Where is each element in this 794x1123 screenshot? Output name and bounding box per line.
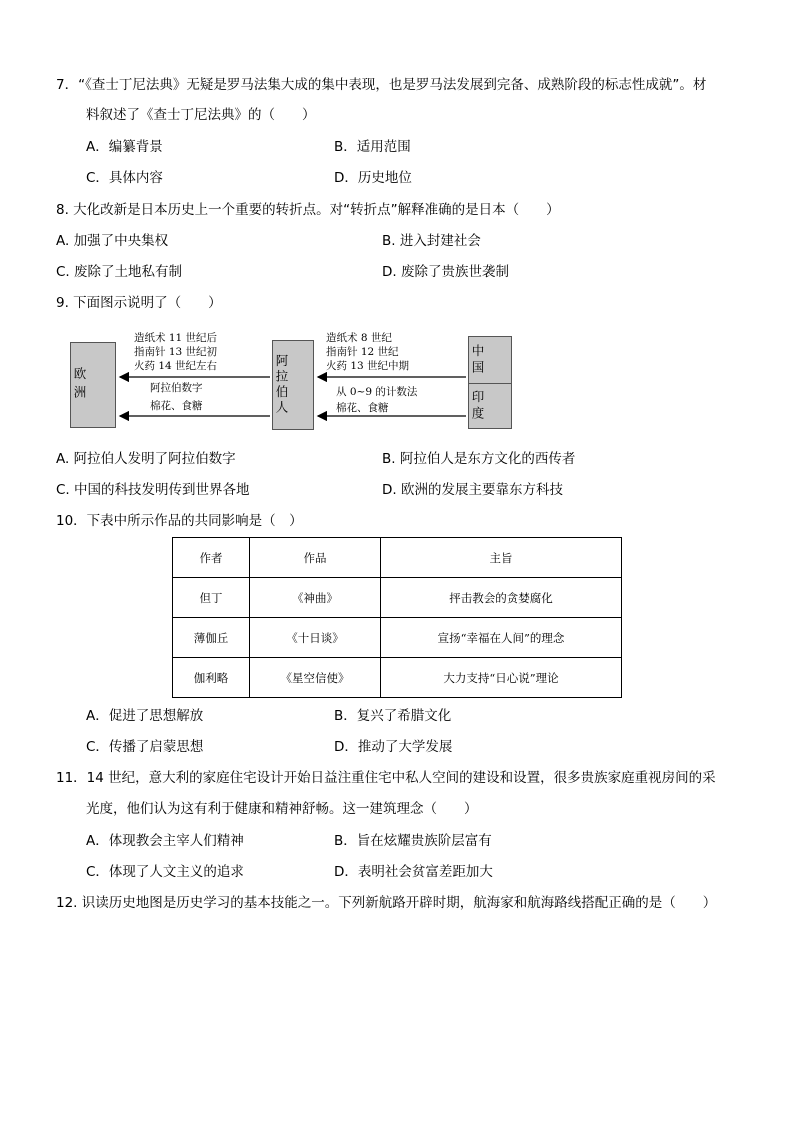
cell-author: 但丁 [173, 578, 250, 618]
right-top-line1: 造纸术 8 世纪 [326, 332, 392, 344]
q10-option-d: D．推动了大学发展 [334, 739, 453, 755]
q8-option-b: B. 进入封建社会 [382, 233, 481, 249]
q11-option-c: C．体现了人文主义的追求 [86, 864, 244, 880]
header-theme: 主旨 [381, 538, 622, 578]
q8-option-a: A. 加强了中央集权 [56, 233, 169, 249]
left-top-line3: 火药 14 世纪左右 [134, 360, 218, 372]
q11-option-d: D．表明社会贫富差距加大 [334, 864, 493, 880]
cell-theme: 大力支持“日心说”理论 [381, 658, 622, 698]
q8-option-c: C. 废除了土地私有制 [56, 264, 183, 280]
q10-option-b: B．复兴了希腊文化 [334, 708, 452, 724]
cell-theme: 宣扬“幸福在人间”的理念 [381, 618, 622, 658]
q7-stem-line1: 7．“《查士丁尼法典》无疑是罗马法集大成的集中表现，也是罗马法发展到完备、成熟阶段的标志性成就”。材 [56, 77, 707, 93]
table-header-row [173, 538, 622, 578]
right-bottom-line2: 棉花、食糖 [336, 402, 389, 414]
q8-stem: 8. 大化改新是日本历史上一个重要的转折点。对“转折点”解释准确的是日本（ ） [56, 202, 560, 218]
arabs-label: 阿拉伯人 [274, 354, 289, 416]
q7-option-c: C．具体内容 [86, 170, 163, 186]
cell-work: 《星空信使》 [250, 658, 381, 698]
q10-option-c: C．传播了启蒙思想 [86, 739, 204, 755]
left-top-line2: 指南针 13 世纪初 [134, 346, 218, 358]
q10-stem: 10．下表中所示作品的共同影响是（ ） [56, 513, 303, 529]
header-author: 作者 [173, 538, 250, 578]
q8-option-d: D. 废除了贵族世袭制 [382, 264, 509, 280]
cell-author: 薄伽丘 [173, 618, 250, 658]
q11-stem-line1: 11．14 世纪，意大利的家庭住宅设计开始日益注重住宅中私人空间的建设和设置，很多贵族家庭重视房间的采 [56, 770, 716, 786]
cell-work: 《十日谈》 [250, 618, 381, 658]
left-bottom-line1: 阿拉伯数字 [150, 382, 203, 394]
q11-option-b: B．旨在炫耀贵族阶层富有 [334, 833, 492, 849]
header-work: 作品 [250, 538, 381, 578]
q9-diagram [68, 330, 518, 432]
cell-theme: 抨击教会的贪婪腐化 [381, 578, 622, 618]
table-row [173, 658, 622, 698]
europe-label: 欧洲 [72, 366, 87, 404]
q11-stem-line2: 光度，他们认为这有利于健康和精神舒畅。这一建筑理念（ ） [86, 801, 478, 817]
q12-stem: 12. 识读历史地图是历史学习的基本技能之一。下列新航路开辟时期，航海家和航海路线搭配正确的是（ ） [56, 895, 717, 911]
china-label: 中国 [470, 343, 485, 377]
q7-option-a: A．编纂背景 [86, 139, 163, 155]
q9-stem: 9. 下面图示说明了（ ） [56, 295, 222, 311]
right-top-line2: 指南针 12 世纪 [326, 346, 399, 358]
right-top-line3: 火药 13 世纪中期 [326, 360, 410, 372]
india-label: 印度 [470, 389, 485, 423]
q10-option-a: A．促进了思想解放 [86, 708, 204, 724]
works-table [172, 537, 622, 698]
q11-option-a: A．体现教会主宰人们精神 [86, 833, 244, 849]
q9-option-a: A. 阿拉伯人发明了阿拉伯数字 [56, 451, 236, 467]
table-row [173, 578, 622, 618]
q7-option-d: D．历史地位 [334, 170, 412, 186]
cell-work: 《神曲》 [250, 578, 381, 618]
q9-option-d: D. 欧洲的发展主要靠东方科技 [382, 482, 563, 498]
q9-option-c: C. 中国的科技发明传到世界各地 [56, 482, 250, 498]
q9-option-b: B. 阿拉伯人是东方文化的西传者 [382, 451, 576, 467]
table-row [173, 618, 622, 658]
q7-option-b: B．适用范围 [334, 139, 411, 155]
right-bottom-line1: 从 0~9 的计数法 [336, 386, 418, 398]
cell-author: 伽利略 [173, 658, 250, 698]
left-top-line1: 造纸术 11 世纪后 [134, 332, 218, 344]
q7-stem-line2: 料叙述了《查士丁尼法典》的（ ） [86, 107, 316, 123]
left-bottom-line2: 棉花、食糖 [150, 400, 203, 412]
